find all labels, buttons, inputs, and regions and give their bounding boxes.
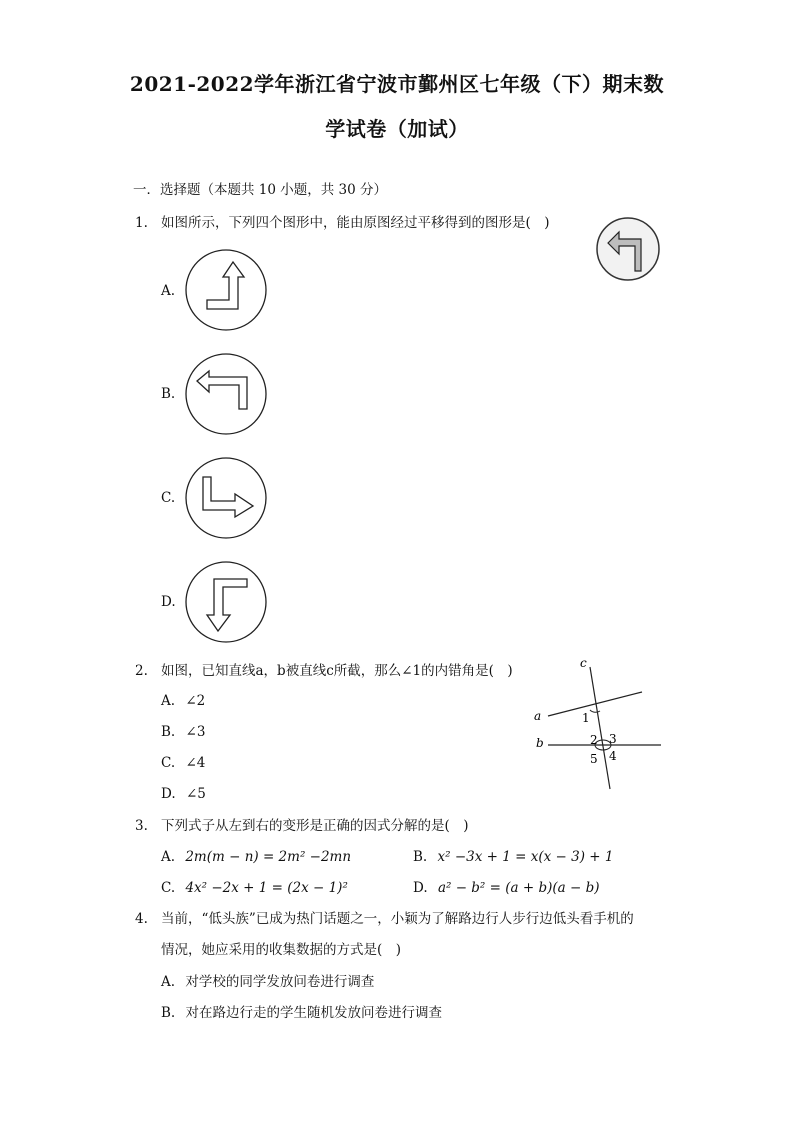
label-b: b	[536, 736, 544, 750]
q4-text-line1: 当前，“低头族”已成为热门话题之一，小颖为了解路边行人步行边低头看手机的	[161, 911, 634, 927]
q2-option-b[interactable]	[161, 723, 205, 741]
q3-text: 下列式子从左到右的变形是正确的因式分解的是( )	[161, 818, 469, 834]
q3-option-d[interactable]	[413, 879, 599, 897]
q2-option-a[interactable]	[161, 692, 205, 710]
label-c: c	[580, 656, 587, 670]
q4-option-a[interactable]	[161, 973, 374, 991]
q4-option-b[interactable]	[161, 1004, 442, 1022]
q2-option-d-value: ∠5	[185, 786, 206, 802]
q4-option-b-label: B.	[161, 1005, 176, 1021]
q1-option-d-figure[interactable]	[183, 559, 269, 645]
label-4: 4	[609, 749, 617, 763]
q1-original-circle	[597, 218, 659, 280]
q2-option-d[interactable]	[161, 785, 206, 803]
label-1: 1	[582, 711, 590, 725]
label-a: a	[534, 709, 542, 723]
q4-option-a-label: A.	[161, 974, 176, 990]
q3-option-a[interactable]	[161, 848, 351, 866]
q2-option-c-value: ∠4	[185, 755, 206, 771]
q2-option-b-label: B.	[161, 724, 176, 740]
q3-option-c-label: C.	[161, 880, 176, 896]
q3-option-b-value: x² −3x + 1 = x(x − 3) + 1	[437, 849, 614, 865]
label-3: 3	[609, 732, 617, 746]
q2-option-a-label: A.	[161, 693, 176, 709]
q2-number: 2.	[135, 663, 148, 679]
q3-option-d-label: D.	[413, 880, 428, 896]
q2-text: 如图，已知直线a，b被直线c所截，那么∠1的内错角是( )	[161, 663, 513, 679]
q1-option-c-figure[interactable]	[183, 455, 269, 541]
exam-title-line1: 2021-2022学年浙江省宁波市鄞州区七年级（下）期末数	[129, 72, 665, 96]
q2-option-d-label: D.	[161, 786, 176, 802]
exam-title-line2: 学试卷（加试）	[325, 117, 469, 141]
q1-option-a-figure[interactable]	[183, 247, 269, 333]
q4-option-a-value: 对学校的同学发放问卷进行调查	[185, 974, 375, 990]
q1-option-d-label: D.	[161, 594, 176, 610]
q3-number: 3.	[135, 818, 148, 834]
q3-option-b-label: B.	[413, 849, 428, 865]
q4-text-line2: 情况，她应采用的收集数据的方式是( )	[161, 942, 402, 958]
q1-text: 如图所示，下列四个图形中，能由原图经过平移得到的图形是( )	[161, 215, 550, 231]
q1-option-a-label: A.	[161, 283, 176, 299]
q3-option-b[interactable]	[413, 848, 613, 866]
q2-option-a-value: ∠2	[185, 693, 206, 709]
q2-option-c[interactable]	[161, 754, 205, 772]
q1-option-c-label: C.	[161, 490, 176, 506]
q2-option-b-value: ∠3	[185, 724, 206, 740]
label-2: 2	[590, 733, 598, 747]
q3-option-c[interactable]	[161, 879, 348, 897]
angle-1-arc	[590, 710, 600, 712]
q3-option-c-value: 4x² −2x + 1 = (2x − 1)²	[185, 880, 348, 896]
q3-option-a-value: 2m(m − n) = 2m² −2mn	[185, 849, 352, 865]
q1-option-b-figure[interactable]	[183, 351, 269, 437]
line-c	[590, 667, 610, 789]
q1-number: 1.	[135, 215, 148, 231]
q3-option-a-label: A.	[161, 849, 176, 865]
label-5: 5	[590, 752, 598, 766]
q2-option-c-label: C.	[161, 755, 176, 771]
q2-lines-figure	[528, 655, 668, 795]
q1-original-figure	[594, 215, 664, 285]
q1-option-b-label: B.	[161, 386, 176, 402]
section-heading: 一．选择题（本题共 10 小题，共 30 分）	[133, 182, 388, 198]
q4-option-b-value: 对在路边行走的学生随机发放问卷进行调查	[185, 1005, 443, 1021]
q4-number: 4.	[135, 911, 148, 927]
q3-option-d-value: a² − b² = (a + b)(a − b)	[437, 880, 600, 896]
